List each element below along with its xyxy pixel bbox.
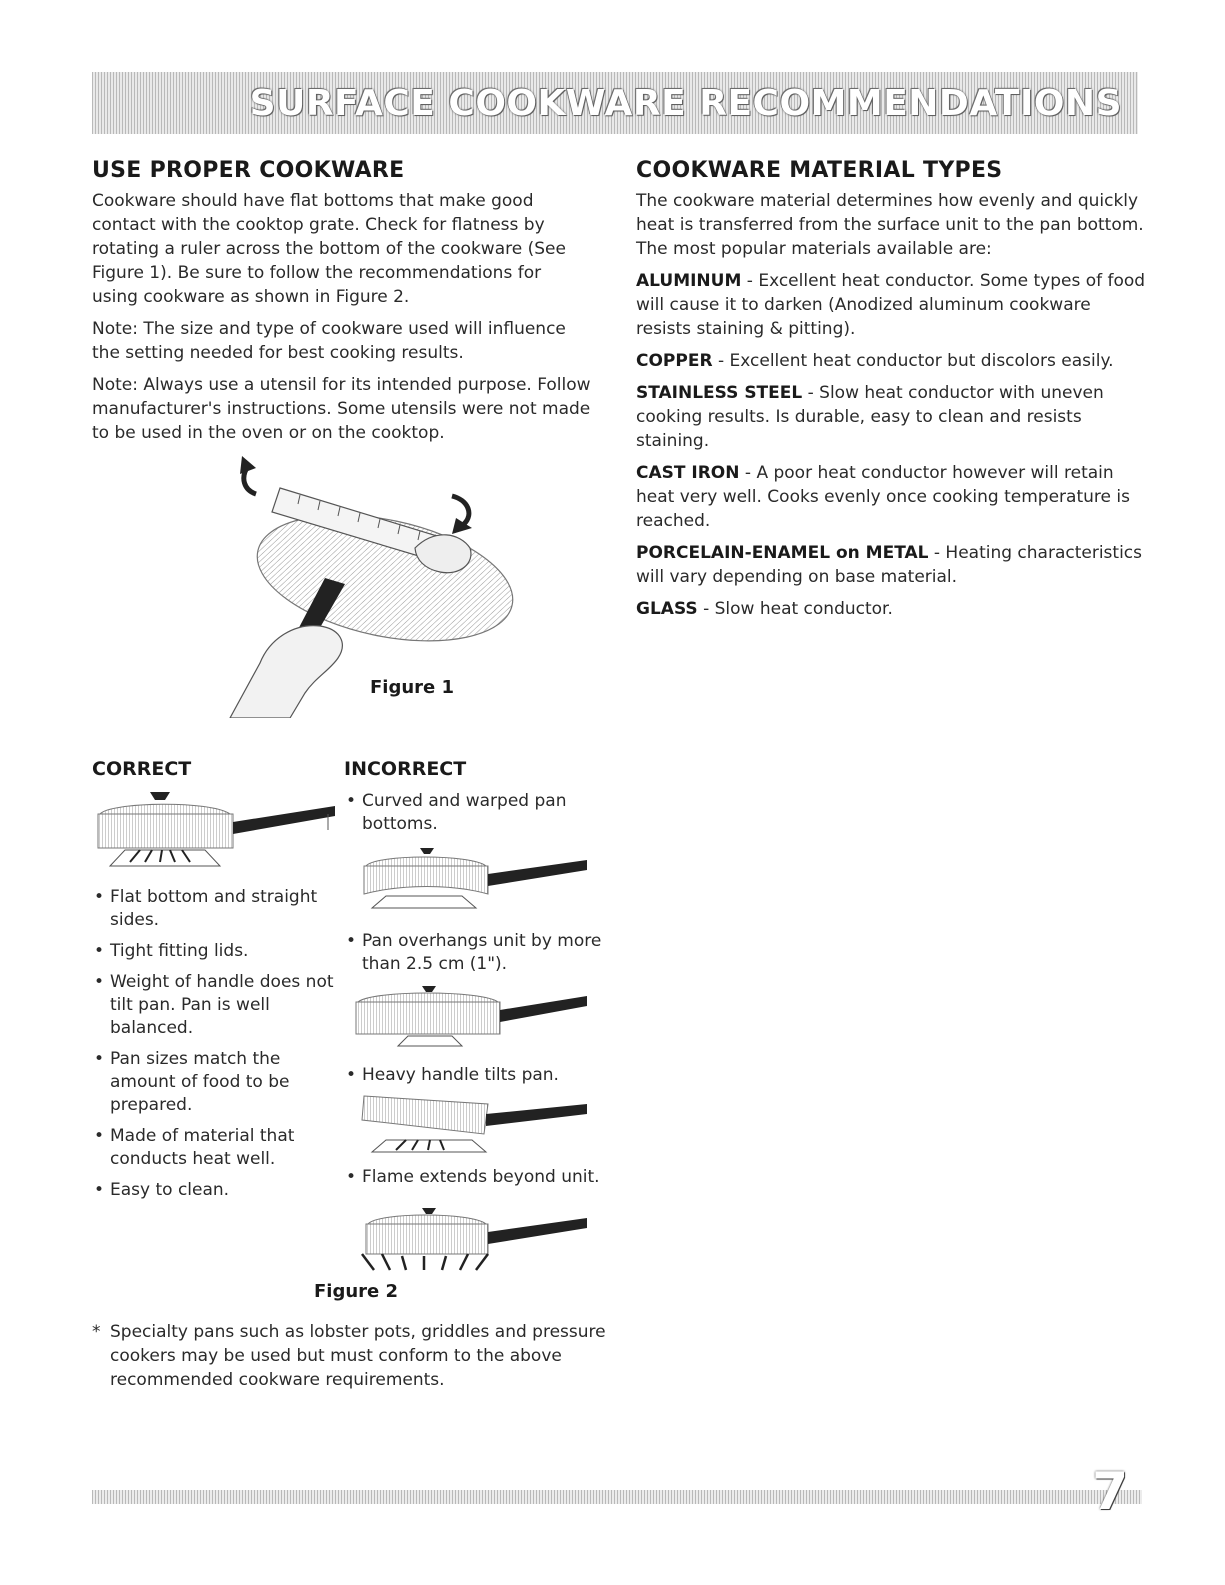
note-text: Specialty pans such as lobster pots, griddles and pressure cookers may be used but must conform to the above recommended cookware requirements. <box>110 1322 606 1390</box>
material-name: GLASS <box>636 599 698 619</box>
correct-heading: CORRECT <box>92 758 192 780</box>
material-desc: - Excellent heat conductor but discolors easily. <box>712 351 1114 371</box>
material-name: COPPER <box>636 351 713 371</box>
material-porcelain-enamel <box>636 541 1148 589</box>
material-desc: - A poor heat conductor however will retain heat very well. Cooks evenly once cooking temperature is reached. <box>636 463 1130 531</box>
list-item: • Flame extends beyond unit. <box>344 1166 604 1189</box>
paragraph-note-utensil: Note: Always use a utensil for its intended purpose. Follow manufacturer's instructions. Some utensils were not made to be used in the oven or on the cooktop. <box>92 375 591 443</box>
incorrect-list-4 <box>344 1166 604 1189</box>
material-name: CAST IRON <box>636 463 740 483</box>
page-title: SURFACE COOKWARE RECOMMENDATIONS <box>249 82 1122 124</box>
overhang-pan-illustration <box>352 982 592 1054</box>
material-name: ALUMINUM <box>636 271 742 291</box>
correct-pan-illustration <box>90 786 340 876</box>
list-item: • Tight fitting lids. <box>92 940 338 963</box>
incorrect-list-2 <box>344 930 604 976</box>
paragraph-note-size: Note: The size and type of cookware used will influence the setting needed for best cooking results. <box>92 319 566 363</box>
figure1-caption: Figure 1 <box>370 677 455 698</box>
material-intro: The cookware material determines how evenly and quickly heat is transferred from the surface unit to the pan bottom. The most popular materials available are: <box>636 191 1144 259</box>
incorrect-list-1 <box>344 790 604 836</box>
specialty-pans-note <box>92 1320 612 1392</box>
use-proper-cookware-section <box>92 158 592 453</box>
list-item: • Flat bottom and straight sides. <box>92 886 338 932</box>
list-item: • Heavy handle tilts pan. <box>344 1064 604 1087</box>
material-aluminum <box>636 269 1148 341</box>
tilted-pan-illustration <box>352 1090 592 1158</box>
asterisk: * <box>92 1322 101 1342</box>
section-heading-use-proper-cookware: USE PROPER COOKWARE <box>92 158 405 183</box>
material-desc: - Heating characteristics will vary depending on base material. <box>636 543 1143 587</box>
section-heading-material-types: COOKWARE MATERIAL TYPES <box>636 158 1003 183</box>
cookware-material-types-section <box>636 158 1148 629</box>
material-stainless-steel <box>636 381 1148 453</box>
material-cast-iron <box>636 461 1148 533</box>
list-item: • Pan sizes match the amount of food to be prepared. <box>92 1048 338 1117</box>
material-desc: - Slow heat conductor. <box>697 599 893 619</box>
material-desc: - Slow heat conductor with uneven cooking results. Is durable, easy to clean and resists staining. <box>636 383 1104 451</box>
page-number: 7 <box>1092 1462 1129 1522</box>
list-item: • Weight of handle does not tilt pan. Pan is well balanced. <box>92 971 338 1040</box>
page-banner <box>92 72 1138 134</box>
correct-list <box>92 886 338 1202</box>
material-desc: - Excellent heat conductor. Some types of food will cause it to darken (Anodized aluminum cookware resists staining & pitting). <box>636 271 1146 339</box>
material-glass <box>636 597 1148 621</box>
incorrect-list-3 <box>344 1064 604 1087</box>
list-item: • Curved and warped pan bottoms. <box>344 790 604 836</box>
paragraph-flat-bottoms: Cookware should have flat bottoms that make good contact with the cooktop grate. Check for flatness by rotating a ruler across the bottom of the cookware (See Figure 1). Be sure to follow the recommendations for using cookware as shown in Figure 2. <box>92 191 566 307</box>
material-name: STAINLESS STEEL <box>636 383 803 403</box>
figure2-caption: Figure 2 <box>314 1281 399 1302</box>
list-item: • Pan overhangs unit by more than 2.5 cm (1"). <box>344 930 604 976</box>
warped-pan-illustration <box>352 844 592 916</box>
list-item: • Easy to clean. <box>92 1179 338 1202</box>
incorrect-heading: INCORRECT <box>344 758 467 780</box>
material-name: PORCELAIN-ENAMEL on METAL <box>636 543 929 563</box>
material-copper <box>636 349 1148 373</box>
footer-bar <box>92 1490 1142 1504</box>
list-item: • Made of material that conducts heat well. <box>92 1125 338 1171</box>
flame-beyond-pan-illustration <box>352 1204 592 1276</box>
